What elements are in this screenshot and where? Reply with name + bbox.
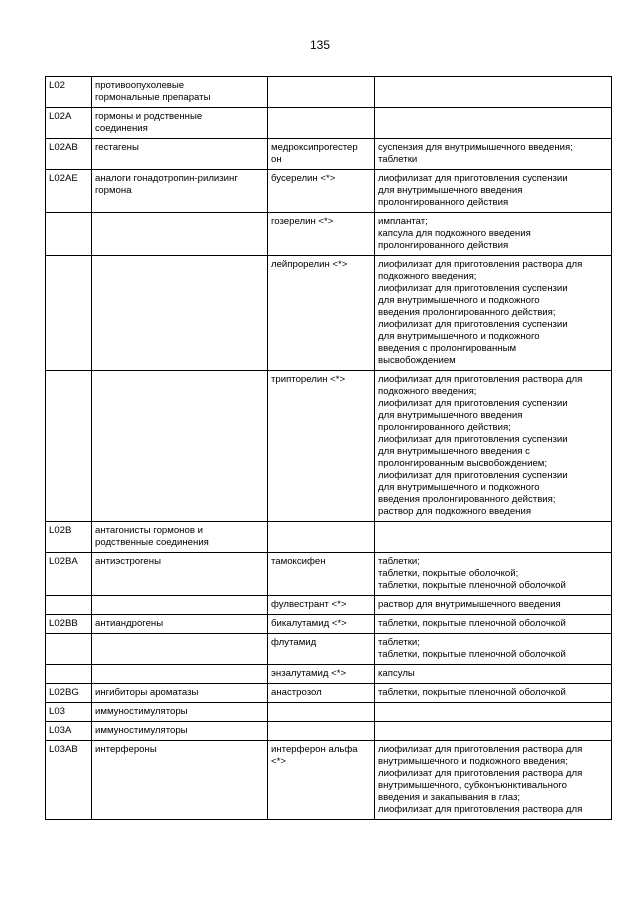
drug-name-cell	[268, 684, 375, 703]
dosage-forms-cell	[375, 522, 612, 553]
cell-text-line: внутримышечного, субконъюнктивального	[378, 780, 567, 791]
cell-text-line: введения с пролонгированным	[378, 343, 517, 354]
cell-text-line: таблетки, покрытые пленочной оболочкой	[378, 687, 566, 698]
atc-code-cell	[46, 634, 92, 665]
cell-text-line: таблетки;	[378, 637, 420, 648]
empty-line	[271, 525, 371, 537]
drug-table	[45, 76, 612, 820]
cell-text-line: иммуностимуляторы	[95, 725, 188, 736]
cell-text-line: лейпрорелин <*>	[271, 259, 348, 270]
empty-line	[378, 80, 608, 92]
dosage-forms-cell	[375, 615, 612, 634]
empty-line	[271, 80, 371, 92]
dosage-forms-cell	[375, 722, 612, 741]
cell-text-line: лиофилизат для приготовления раствора для	[378, 744, 583, 755]
atc-code-cell	[46, 77, 92, 108]
cell-text-line: он	[271, 154, 282, 165]
cell-text-line: для внутримышечного введения	[378, 410, 523, 421]
cell-text-line: лиофилизат для приготовления суспензии	[378, 434, 568, 445]
drug-name-cell	[268, 256, 375, 371]
cell-text-line: L02BG	[49, 687, 79, 698]
cell-text-line: L02BA	[49, 556, 78, 567]
dosage-forms-cell	[375, 553, 612, 596]
cell-text-line: антагонисты гормонов и	[95, 525, 203, 536]
cell-text-line: L02AB	[49, 142, 78, 153]
empty-line	[49, 259, 88, 271]
atc-code-cell	[46, 108, 92, 139]
cell-text-line: введения пролонгированного действия;	[378, 494, 556, 505]
empty-line	[49, 668, 88, 680]
atc-code-cell	[46, 256, 92, 371]
drug-name-cell	[268, 170, 375, 213]
group-name-cell	[92, 634, 268, 665]
table-row	[46, 213, 612, 256]
cell-text-line: флутамид	[271, 637, 317, 648]
dosage-forms-cell	[375, 703, 612, 722]
dosage-forms-cell	[375, 634, 612, 665]
cell-text-line: интерфероны	[95, 744, 157, 755]
cell-text-line: пролонгированного действия	[378, 240, 509, 251]
cell-text-line: таблетки, покрытые пленочной оболочкой	[378, 580, 566, 591]
group-name-cell	[92, 665, 268, 684]
dosage-forms-cell	[375, 596, 612, 615]
cell-text-line: <*>	[271, 756, 286, 767]
cell-text-line: лиофилизат для приготовления раствора для	[378, 374, 583, 385]
drug-name-cell	[268, 77, 375, 108]
atc-code-cell	[46, 665, 92, 684]
cell-text-line: антиандрогены	[95, 618, 164, 629]
cell-text-line: лиофилизат для приготовления суспензии	[378, 470, 568, 481]
cell-text-line: ингибиторы ароматазы	[95, 687, 199, 698]
dosage-forms-cell	[375, 77, 612, 108]
cell-text-line: для внутримышечного введения	[378, 185, 523, 196]
cell-text-line: соединения	[95, 123, 148, 134]
empty-line	[49, 216, 88, 228]
cell-text-line: пролонгированного действия	[378, 197, 509, 208]
atc-code-cell	[46, 139, 92, 170]
empty-line	[49, 374, 88, 386]
cell-text-line: гормона	[95, 185, 132, 196]
dosage-forms-cell	[375, 665, 612, 684]
atc-code-cell	[46, 170, 92, 213]
cell-text-line: L03A	[49, 725, 72, 736]
cell-text-line: для внутримышечного и подкожного	[378, 295, 540, 306]
drug-name-cell	[268, 213, 375, 256]
empty-line	[49, 599, 88, 611]
drug-name-cell	[268, 108, 375, 139]
group-name-cell	[92, 170, 268, 213]
cell-text-line: тамоксифен	[271, 556, 326, 567]
cell-text-line: подкожного введения;	[378, 386, 477, 397]
cell-text-line: L02A	[49, 111, 72, 122]
group-name-cell	[92, 684, 268, 703]
cell-text-line: медроксипрогестер	[271, 142, 358, 153]
dosage-forms-cell	[375, 139, 612, 170]
dosage-forms-cell	[375, 684, 612, 703]
cell-text-line: интерферон альфа	[271, 744, 358, 755]
empty-line	[271, 706, 371, 718]
cell-text-line: таблетки, покрытые пленочной оболочкой	[378, 649, 566, 660]
table-row	[46, 722, 612, 741]
cell-text-line: лиофилизат для приготовления суспензии	[378, 319, 568, 330]
dosage-forms-cell	[375, 108, 612, 139]
cell-text-line: таблетки	[378, 154, 418, 165]
cell-text-line: L02	[49, 80, 66, 91]
drug-name-cell	[268, 722, 375, 741]
cell-text-line: имплантат;	[378, 216, 428, 227]
group-name-cell	[92, 596, 268, 615]
empty-line	[49, 637, 88, 649]
cell-text-line: гормональные препараты	[95, 92, 211, 103]
empty-line	[378, 706, 608, 718]
cell-text-line: пролонгированным высвобождением;	[378, 458, 548, 469]
drug-name-cell	[268, 139, 375, 170]
atc-code-cell	[46, 615, 92, 634]
cell-text-line: таблетки, покрытые оболочкой;	[378, 568, 519, 579]
empty-line	[95, 259, 264, 271]
group-name-cell	[92, 703, 268, 722]
drug-name-cell	[268, 596, 375, 615]
cell-text-line: энзалутамид <*>	[271, 668, 347, 679]
group-name-cell	[92, 256, 268, 371]
drug-name-cell	[268, 634, 375, 665]
cell-text-line: иммуностимуляторы	[95, 706, 188, 717]
empty-line	[378, 725, 608, 737]
group-name-cell	[92, 108, 268, 139]
cell-text-line: капсула для подкожного введения	[378, 228, 531, 239]
cell-text-line: лиофилизат для приготовления суспензии	[378, 173, 568, 184]
cell-text-line: для внутримышечного и подкожного	[378, 331, 540, 342]
cell-text-line: суспензия для внутримышечного введения;	[378, 142, 573, 153]
empty-line	[271, 725, 371, 737]
cell-text-line: подкожного введения;	[378, 271, 477, 282]
table-row	[46, 553, 612, 596]
dosage-forms-cell	[375, 371, 612, 522]
dosage-forms-cell	[375, 170, 612, 213]
cell-text-line: таблетки, покрытые пленочной оболочкой	[378, 618, 566, 629]
group-name-cell	[92, 371, 268, 522]
cell-text-line: фулвестрант <*>	[271, 599, 347, 610]
cell-text-line: аналоги гонадотропин-рилизинг	[95, 173, 238, 184]
empty-line	[95, 668, 264, 680]
table-row	[46, 634, 612, 665]
dosage-forms-cell	[375, 256, 612, 371]
cell-text-line: родственные соединения	[95, 537, 209, 548]
empty-line	[378, 525, 608, 537]
cell-text-line: лиофилизат для приготовления раствора для	[378, 804, 583, 815]
dosage-forms-cell	[375, 741, 612, 820]
cell-text-line: L03	[49, 706, 66, 717]
drug-name-cell	[268, 665, 375, 684]
group-name-cell	[92, 615, 268, 634]
cell-text-line: лиофилизат для приготовления суспензии	[378, 398, 568, 409]
group-name-cell	[92, 139, 268, 170]
cell-text-line: для внутримышечного и подкожного	[378, 482, 540, 493]
table-row	[46, 703, 612, 722]
table-row	[46, 77, 612, 108]
cell-text-line: бикалутамид <*>	[271, 618, 347, 629]
cell-text-line: противоопухолевые	[95, 80, 185, 91]
table-row	[46, 139, 612, 170]
table-row	[46, 741, 612, 820]
cell-text-line: гестагены	[95, 142, 139, 153]
cell-text-line: раствор для подкожного введения	[378, 506, 532, 517]
table-row	[46, 371, 612, 522]
atc-code-cell	[46, 741, 92, 820]
atc-code-cell	[46, 553, 92, 596]
atc-code-cell	[46, 522, 92, 553]
atc-code-cell	[46, 213, 92, 256]
empty-line	[378, 111, 608, 123]
cell-text-line: таблетки;	[378, 556, 420, 567]
group-name-cell	[92, 722, 268, 741]
table-row	[46, 665, 612, 684]
cell-text-line: трипторелин <*>	[271, 374, 346, 385]
empty-line	[271, 111, 371, 123]
cell-text-line: лиофилизат для приготовления раствора для	[378, 768, 583, 779]
cell-text-line: введения и закапывания в глаз;	[378, 792, 521, 803]
empty-line	[95, 216, 264, 228]
table-row	[46, 108, 612, 139]
cell-text-line: для внутримышечного введения с	[378, 446, 530, 457]
page-number: 135	[309, 38, 331, 52]
group-name-cell	[92, 741, 268, 820]
table-row	[46, 596, 612, 615]
drug-name-cell	[268, 615, 375, 634]
cell-text-line: гормоны и родственные	[95, 111, 203, 122]
atc-code-cell	[46, 596, 92, 615]
cell-text-line: L02AE	[49, 173, 78, 184]
atc-code-cell	[46, 684, 92, 703]
drug-name-cell	[268, 371, 375, 522]
empty-line	[95, 374, 264, 386]
cell-text-line: внутримышечного и подкожного введения;	[378, 756, 568, 767]
group-name-cell	[92, 522, 268, 553]
cell-text-line: раствор для внутримышечного введения	[378, 599, 561, 610]
cell-text-line: анастрозол	[271, 687, 322, 698]
cell-text-line: введения пролонгированного действия;	[378, 307, 556, 318]
cell-text-line: бусерелин <*>	[271, 173, 336, 184]
cell-text-line: L02B	[49, 525, 72, 536]
cell-text-line: гозерелин <*>	[271, 216, 334, 227]
cell-text-line: L03AB	[49, 744, 78, 755]
table-row	[46, 615, 612, 634]
empty-line	[95, 599, 264, 611]
cell-text-line: капсулы	[378, 668, 415, 679]
cell-text-line: антиэстрогены	[95, 556, 161, 567]
cell-text-line: лиофилизат для приготовления раствора для	[378, 259, 583, 270]
table-row	[46, 522, 612, 553]
atc-code-cell	[46, 703, 92, 722]
group-name-cell	[92, 553, 268, 596]
drug-name-cell	[268, 522, 375, 553]
empty-line	[95, 637, 264, 649]
cell-text-line: лиофилизат для приготовления суспензии	[378, 283, 568, 294]
table-row	[46, 684, 612, 703]
cell-text-line: L02BB	[49, 618, 78, 629]
atc-code-cell	[46, 371, 92, 522]
group-name-cell	[92, 77, 268, 108]
cell-text-line: высвобождением	[378, 355, 456, 366]
group-name-cell	[92, 213, 268, 256]
drug-name-cell	[268, 553, 375, 596]
drug-name-cell	[268, 703, 375, 722]
cell-text-line: пролонгированного действия;	[378, 422, 511, 433]
table-row	[46, 170, 612, 213]
table-row	[46, 256, 612, 371]
atc-code-cell	[46, 722, 92, 741]
dosage-forms-cell	[375, 213, 612, 256]
drug-name-cell	[268, 741, 375, 820]
